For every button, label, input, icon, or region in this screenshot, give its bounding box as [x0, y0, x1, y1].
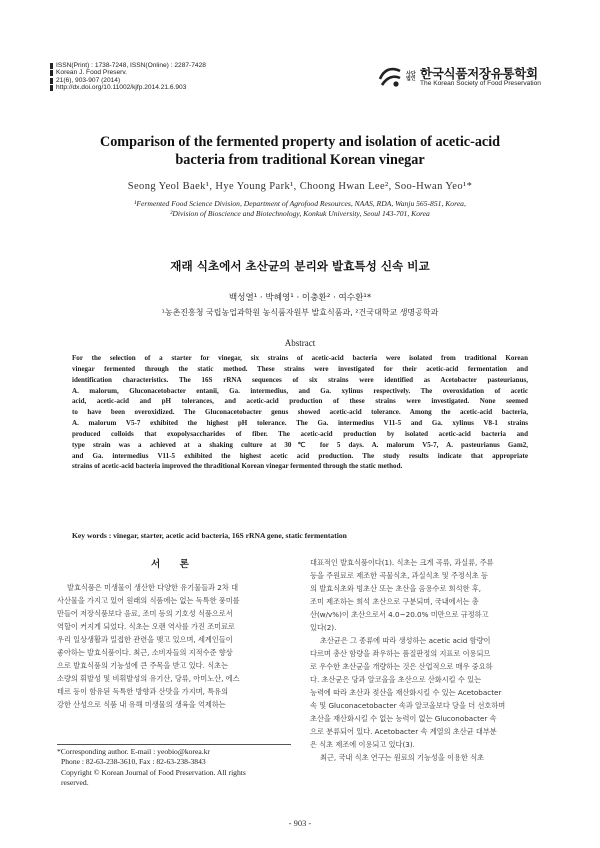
body-line: 소량의 휘발성 및 비휘발성의 유기산, 당류, 아미노산, 에스: [57, 674, 240, 683]
body-line: 등을 주원료로 제조한 곡물식초, 과실식초 및 주정식초 등: [310, 571, 488, 580]
journal-metadata: [50, 62, 206, 92]
abstract-line: vinegar fermented through the static method. These strains were investigated for their acetic-acid fermentation and: [72, 364, 528, 373]
meta-bar: [50, 63, 53, 69]
body-line: 다. 초산균은 당과 알코올을 초산으로 산화시킬 수 있는: [310, 675, 482, 684]
body-line: 능력에 따라 초산과 젖산을 재산화시킬 수 있는 Acetobacter: [310, 688, 502, 697]
body-line: 의 발효식초와 빙초산 또는 초산을 음용수로 희석한 후,: [310, 584, 482, 593]
abstract-heading: Abstract: [284, 338, 316, 348]
abstract-line: A. malorum V5-7 exhibited the highest pH tolerance. The Ga. intermedius V11-5 and Ga. xylinus V8-1 strains: [72, 419, 528, 428]
section-heading: 서 론: [151, 559, 197, 570]
meta-bar: [50, 85, 53, 91]
author-list: Seong Yeol Baek¹, Hye Young Park¹, Choong Hwan Lee², Soo-Hwan Yeo¹*: [127, 181, 473, 192]
body-line: 강한 산성으로 식품 내 유해 미생물의 생육을 억제하는: [57, 700, 226, 709]
intro-left-column: [57, 556, 291, 711]
volume-text: 21(6), 903-907 (2014): [56, 76, 121, 84]
society-logo: [378, 64, 560, 90]
paper-title-line: bacteria from traditional Korean vinegar: [175, 152, 425, 168]
abstract-line: produced colloids that exopolysaccharides of fiber. The acetic-acid production by isolated acetic-acid bacteria and: [72, 429, 528, 438]
copyright: Copyright © Korean Journal of Food Preservation. All rights: [61, 767, 246, 777]
body-line: 다르며 총산 함량을 좌우하는 품질판정의 지표로 이용되므: [310, 649, 491, 658]
body-line: 초산균은 그 종류에 따라 생성하는 acetic acid 함량이: [320, 636, 491, 645]
journal-abbr: Korean J. Food Preserv.: [56, 69, 127, 77]
body-line: 사산물을 가지고 있어 원래의 식품에는 없는 독특한 풍미를: [57, 596, 240, 605]
body-line: 산(w/v%)이 초산으로서 4.0~20.0% 미만으로 규정하고: [310, 610, 489, 619]
body-line: 속 및 Gluconacetobacter 속과 알코올보다 당을 더 선호하며: [310, 701, 506, 710]
body-line: 대표적인 발효식품이다(1). 식초는 크게 곡류, 과실류, 주류: [310, 558, 494, 567]
society-emblem-icon: [378, 65, 402, 89]
body-line: 은 식초 제조에 이용되고 있다(3).: [310, 740, 415, 749]
paper-title-line: Comparison of the fermented property and isolation of acetic-acid: [99, 134, 501, 150]
body-line: 초산을 재산화시킬 수 없는 능력이 없는 Gluconobacter 속: [310, 714, 497, 723]
intro-right-column: [310, 556, 544, 764]
korean-affiliation: ¹농촌진흥청 국립농업과학원 농식품자원부 발효식품과, ²건국대학교 생명공학과: [161, 308, 439, 317]
issn-text: ISSN(Print) : 1738-7248, ISSN(Online) : 2287-7428: [56, 62, 206, 69]
body-line: 만들어 저장식품보다 음료, 조미 등의 기호성 식품으로서: [57, 609, 233, 618]
doi-link[interactable]: http://dx.doi.org/10.11002/kjfp.2014.21.6.903: [56, 84, 187, 92]
abstract-line: to have been overoxidized. The Gluconacetobacter genus showed acetic-acid tolerance. Among the acetic-acid bacteria,: [72, 408, 528, 417]
body-line: 발효식품은 미생물이 생산한 다양한 유기물들과 2차 대: [67, 583, 239, 592]
abstract-line: and Ga. intermedius V11-5 exhibited the highest acetic acid production. The study results indicate that appropriate: [72, 451, 528, 460]
corresponding-author: *Corresponding author. E-mail : yeobio@korea.kr: [57, 747, 210, 756]
korean-title: 재래 식초에서 초산균의 분리와 발효특성 신속 비교: [170, 259, 430, 273]
affiliation-2: ²Division of Bioscience and Biotechnology, Konkuk University, Seoul 143-701, Korea: [170, 209, 430, 218]
meta-bar: [50, 70, 53, 76]
body-line: 있다(2).: [310, 623, 337, 632]
abstract-line: identification characteristics. The 16S rRNA sequences of six strains were identified as Acetobacter pasteurianus,: [72, 375, 528, 384]
page-number: - 903 -: [288, 818, 312, 828]
korean-author-list: 백성열¹ · 박혜영¹ · 이충환² · 여수환¹*: [228, 293, 372, 303]
logo-english-name: The Korean Society of Food Preservation: [420, 79, 541, 87]
abstract-line: For the selection of a starter for vinegar, six strains of acetic-acid bacteria were isolated from traditional Korean: [72, 354, 528, 362]
keywords: Key words : vinegar, starter, acetic acid bacteria, 16S rRNA gene, static fermentation: [72, 531, 347, 540]
abstract-body: [72, 353, 528, 472]
footnote: [57, 747, 297, 789]
body-line: 테르 등이 함유된 독특한 방향과 산맛을 가지며, 특유의: [57, 687, 229, 696]
footnote-divider: [57, 744, 291, 745]
body-line: 으로 분류되어 있다. Acetobacter 속 계열의 초산균 대부분: [310, 727, 497, 736]
body-line: 으로 발효식품의 기능성에 큰 주목을 받고 있다. 식초는: [57, 661, 229, 670]
body-line: 로 우수한 초산균을 개량하는 것은 산업적으로 매우 중요하: [310, 662, 493, 671]
logo-korean-name: 한국식품저장유통학회: [420, 65, 538, 81]
body-line: 조미 제조하는 희석 초산으로 구분되며, 국내에서는 총: [310, 597, 479, 606]
abstract-line: type strain was a achieved at a shaking culture at 30℃ for 5 days. A. malorum V5-7, A. pasteurianus Gam2,: [72, 440, 528, 449]
body-line: 역할이 커지게 되었다. 식초는 오랜 역사를 가진 조미료로: [57, 622, 235, 631]
logo-small-label: 사단법인: [406, 70, 416, 82]
copyright-reserved: reserved.: [61, 778, 89, 788]
abstract-line: strains of acetic-acid bacteria improved the thraditional Korean vinegar fermented through the static method.: [72, 462, 403, 471]
abstract-line: A. malorum, Gluconacetobacter entanii, Ga. intermedius, and Ga. xylinus respectively. The overoxidation of acetic: [72, 386, 528, 395]
meta-bar: [50, 78, 53, 84]
paper-title: [40, 133, 560, 169]
body-line: 우리 일상생활과 밀접한 관련을 맺고 있으며, 세계인들이: [57, 635, 233, 644]
abstract-line: acid, acetic-acid and pH tolerances, and acetic-acid production of these strains were investigated. None seemed: [72, 397, 528, 406]
body-line: 최근, 국내 식초 연구는 원료의 기능성을 이용한 식초: [320, 753, 485, 762]
contact-phone: Phone : 82-63-238-3610, Fax : 82-63-238-3843: [61, 757, 206, 767]
affiliation-1: ¹Fermented Food Science Division, Department of Agrofood Resources, NAAS, RDA, Wanju 565-851, Korea,: [134, 199, 466, 208]
body-line: 좋아하는 발효식품이다. 최근, 소비자들의 지적수준 향상: [57, 648, 233, 657]
